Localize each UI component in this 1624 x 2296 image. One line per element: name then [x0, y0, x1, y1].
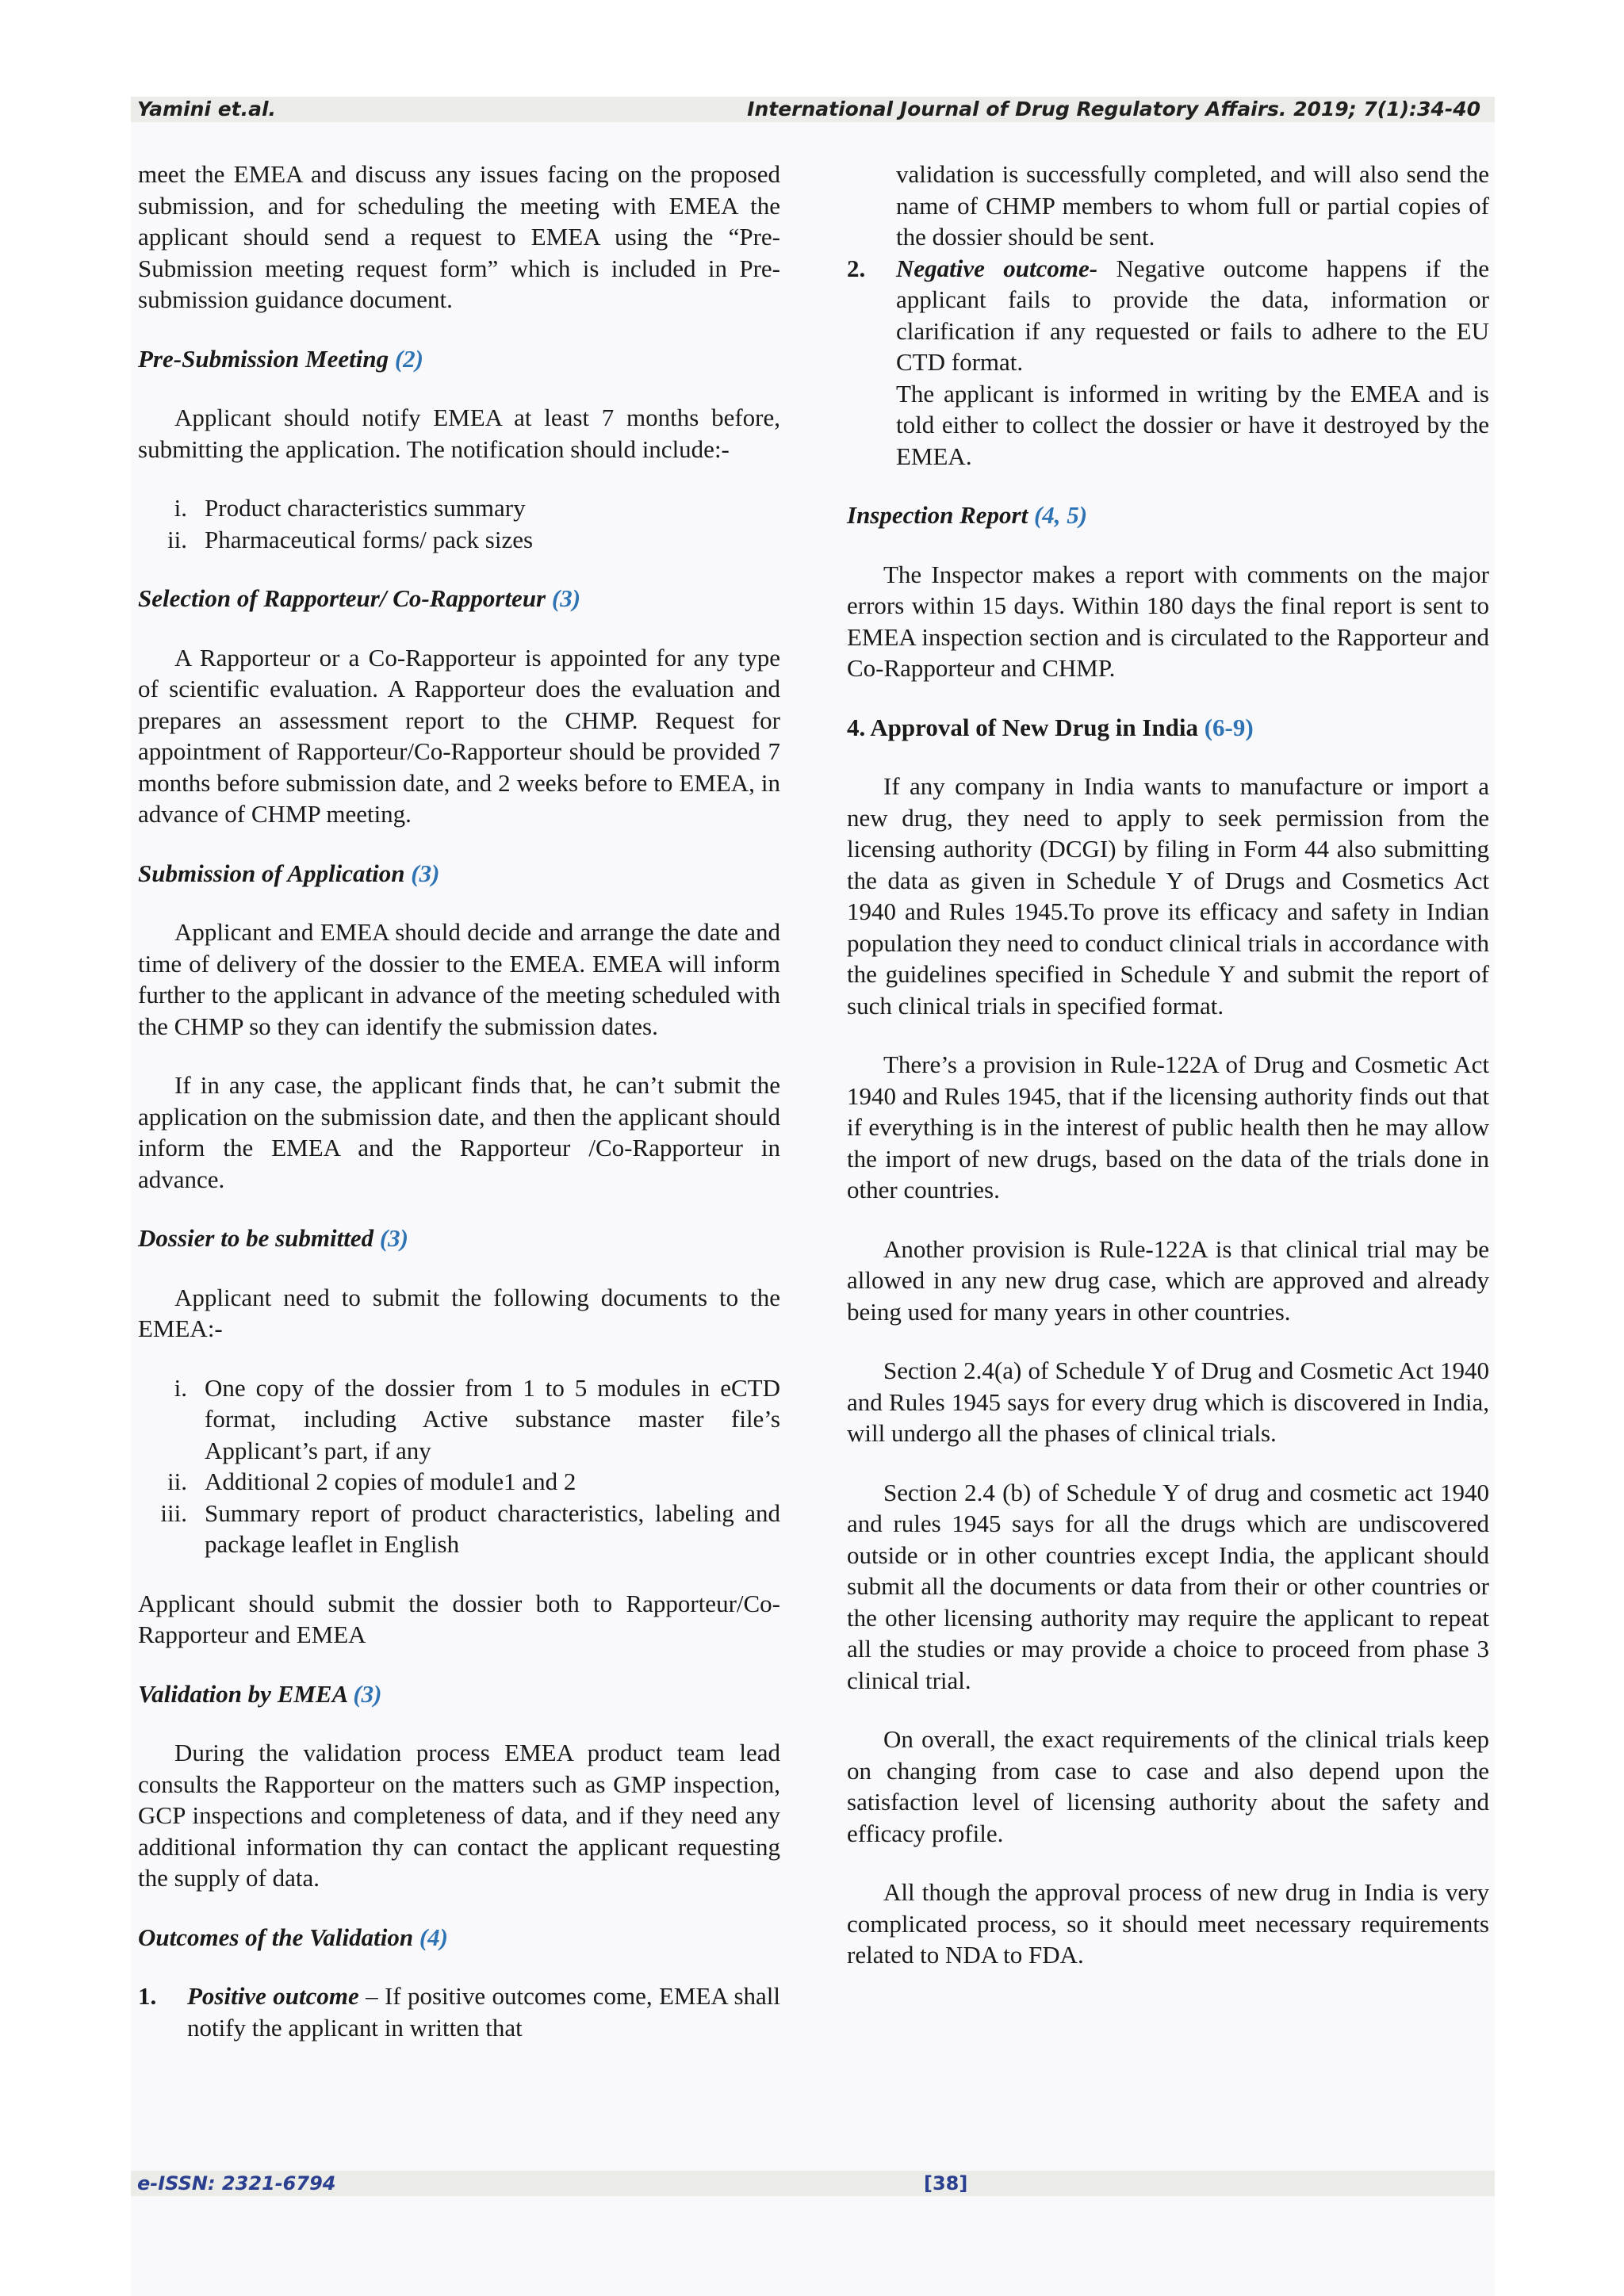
paragraph-dossier: Applicant need to submit the following documents to the EMEA:-: [138, 1283, 780, 1342]
paragraph-dossier-2: Applicant should submit the dossier both to Rapporteur/Co-Rapporteur and EMEA: [138, 1589, 780, 1648]
citation-link[interactable]: (4, 5): [1033, 501, 1088, 529]
list-item: [138, 1372, 780, 1467]
heading-approval-india: [847, 712, 1489, 744]
paragraph-india-4: Section 2.4(a) of Schedule Y of Drug and Cosmetic Act 1940 and Rules 1945 says for every drug which is discovered in India, will undergo all the phases of clinical trials.: [847, 1357, 1489, 1447]
right-column: [847, 159, 1489, 1999]
list-outcomes: [138, 1980, 780, 2043]
outcome-term: Positive outcome: [187, 1982, 359, 2010]
heading-submission-application: [138, 858, 780, 890]
heading-title: Outcomes of the Validation: [138, 1923, 414, 1951]
list-number: 1.: [138, 1982, 157, 2010]
list-text: Pharmaceutical forms/ pack sizes: [205, 525, 534, 553]
heading-validation: [138, 1678, 780, 1710]
heading-title: Validation by EMEA: [138, 1679, 347, 1708]
heading-presubmission-meeting: [138, 343, 780, 375]
citation-link[interactable]: (2): [394, 344, 423, 373]
paragraph-submission-2: If in any case, the applicant finds that, he can’t submit the application on the submission date, and then the applicant should inform the EMEA and the Rapporteur /Co-Rapporteur in advance.: [138, 1071, 780, 1193]
running-header: [131, 97, 1495, 122]
list-outcomes-cont: [847, 253, 1489, 378]
citation-link[interactable]: (3): [379, 1224, 408, 1252]
list-number: i.: [174, 494, 187, 522]
paragraph-india-1: If any company in India wants to manufacture or import a new drug, they need to apply to seek permission from the licensing authority (DCGI) by filing in Form 44 also submitting the data as given in Schedule Y of Drugs and Cosmetics Act 1940 and Rules 1945.To prove its efficacy and safety in Indian population they need to conduct clinical trials in accordance with the guidelines specified in Schedule Y and submit the report of such clinical trials in specified format.: [847, 772, 1489, 1020]
outcome-1-continuation: validation is successfully completed, and will also send the name of CHMP members to whom full or partial copies of the dossier should be sent.: [896, 160, 1489, 251]
header-authors: Yamini et.al.: [137, 98, 277, 121]
list-item: [138, 492, 780, 524]
list-item: [138, 1466, 780, 1498]
paragraph-india-3: Another provision is Rule-122A is that clinical trial may be allowed in any new drug case, which are approved and already being used for many years in other countries.: [847, 1234, 1489, 1326]
list-text: Summary report of product characteristics, labeling and package leaflet in English: [205, 1498, 780, 1558]
outcome-2-continuation: The applicant is informed in writing by the EMEA and is told either to collect the dossier or have it destroyed by the EMEA.: [896, 379, 1489, 470]
list-number: 2.: [847, 254, 866, 282]
heading-title: Selection of Rapporteur/ Co-Rapporteur: [138, 584, 546, 612]
paragraph-india-2: There’s a provision in Rule-122A of Drug and Cosmetic Act 1940 and Rules 1945, that if the licensing authority finds out that if everything is in the interest of public health then he may allow the import of new drugs, based on the data of the trials done in other countries.: [847, 1050, 1489, 1203]
list-number: iii.: [160, 1498, 187, 1527]
heading-outcomes: [138, 1922, 780, 1954]
list-item: [138, 1980, 780, 2043]
paragraph-validation: During the validation process EMEA product team lead consults the Rapporteur on the matters such as GMP inspection, GCP inspections and completeness of data, and if they need any additional information thy can contact the applicant requesting the supply of data.: [138, 1739, 780, 1892]
outcome-text: – If positive outcomes come, EMEA shall notify the applicant in written that: [187, 1982, 780, 2042]
heading-inspection-report: [847, 499, 1489, 531]
heading-title: Inspection Report: [847, 501, 1028, 529]
paragraph-india-5: Section 2.4 (b) of Schedule Y of drug and cosmetic act 1940 and rules 1945 says for all the drugs which are undiscovered outside or in other countries except India, the applicant should submit all the documents or data from their or other countries or the other licensing authority may require the applicant to repeat all the studies or may provide a choice to proceed from phase 3 clinical trial.: [847, 1478, 1489, 1694]
page-number: [38]: [924, 2172, 968, 2195]
citation-link[interactable]: (3): [411, 859, 440, 887]
outcome-term: Negative outcome-: [896, 254, 1098, 282]
paragraph-india-7: All though the approval process of new drug in India is very complicated process, so it should meet necessary requirements related to NDA to FDA.: [847, 1878, 1489, 1969]
list-text: [896, 253, 1489, 378]
running-footer: [131, 2171, 1495, 2196]
list-presub: [138, 492, 780, 555]
list-text: Product characteristics summary: [205, 494, 526, 522]
left-column: [138, 159, 780, 2071]
paragraph-submission-1: Applicant and EMEA should decide and arrange the date and time of delivery of the dossier to the EMEA. EMEA will inform further to the applicant in advance of the meeting scheduled with the CHMP so they can identify the submission dates.: [138, 918, 780, 1040]
list-text: One copy of the dossier from 1 to 5 modules in eCTD format, including Active substance master file’s Applicant’s part, if any: [205, 1373, 780, 1464]
list-text: Additional 2 copies of module1 and 2: [205, 1468, 576, 1495]
paragraph-rapporteur: A Rapporteur or a Co-Rapporteur is appointed for any type of scientific evaluation. A Rapporteur does the evaluation and prepares an assessment report to the CHMP. Request for appointment of Rapporteur/Co-Rapporteur should be provided 7 months before submission date, and 2 weeks before to EMEA, in advance of CHMP meeting.: [138, 643, 780, 828]
list-text: [187, 1980, 780, 2043]
heading-title: 4. Approval of New Drug in India: [847, 713, 1198, 741]
list-item: [847, 253, 1489, 378]
heading-title: Pre-Submission Meeting: [138, 344, 389, 373]
citation-link[interactable]: (3): [353, 1679, 382, 1708]
list-number: ii.: [167, 525, 187, 553]
paragraph-intro: meet the EMEA and discuss any issues facing on the proposed submission, and for scheduling the meeting with EMEA the applicant should send a request to EMEA using the “Pre-Submission meeting request form” which is included in Pre-submission guidance document.: [138, 160, 780, 313]
heading-title: Dossier to be submitted: [138, 1224, 374, 1252]
list-number: i.: [174, 1373, 187, 1402]
list-number: ii.: [167, 1468, 187, 1495]
paragraph-presub: Applicant should notify EMEA at least 7 months before, submitting the application. The notification should include:-: [138, 404, 780, 463]
citation-link[interactable]: (6-9): [1204, 713, 1254, 741]
paragraph-india-6: On overall, the exact requirements of the clinical trials keep on changing from case to case and also depend upon the satisfaction level of licensing authority about the safety and efficacy profile.: [847, 1725, 1489, 1847]
paragraph-inspection: The Inspector makes a report with comments on the major errors within 15 days. Within 180 days the final report is sent to EMEA inspection section and is circulated to the Rapporteur and Co-Rapporteur and CHMP.: [847, 560, 1489, 682]
outcome-text: Negative outcome happens if the applicant fails to provide the data, information or clarification if any requested or fails to adhere to the EU CTD format.: [896, 254, 1489, 376]
footer-issn: e-ISSN: 2321-6794: [137, 2172, 336, 2195]
list-item: [138, 524, 780, 556]
list-item: [138, 1498, 780, 1560]
citation-link[interactable]: (3): [551, 584, 581, 612]
heading-title: Submission of Application: [138, 859, 405, 887]
list-dossier: [138, 1372, 780, 1560]
citation-link[interactable]: (4): [419, 1923, 448, 1951]
heading-dossier: [138, 1223, 780, 1254]
heading-selection-rapporteur: [138, 583, 780, 614]
header-journal: International Journal of Drug Regulatory Affairs. 2019; 7(1):34-40: [747, 98, 1480, 121]
